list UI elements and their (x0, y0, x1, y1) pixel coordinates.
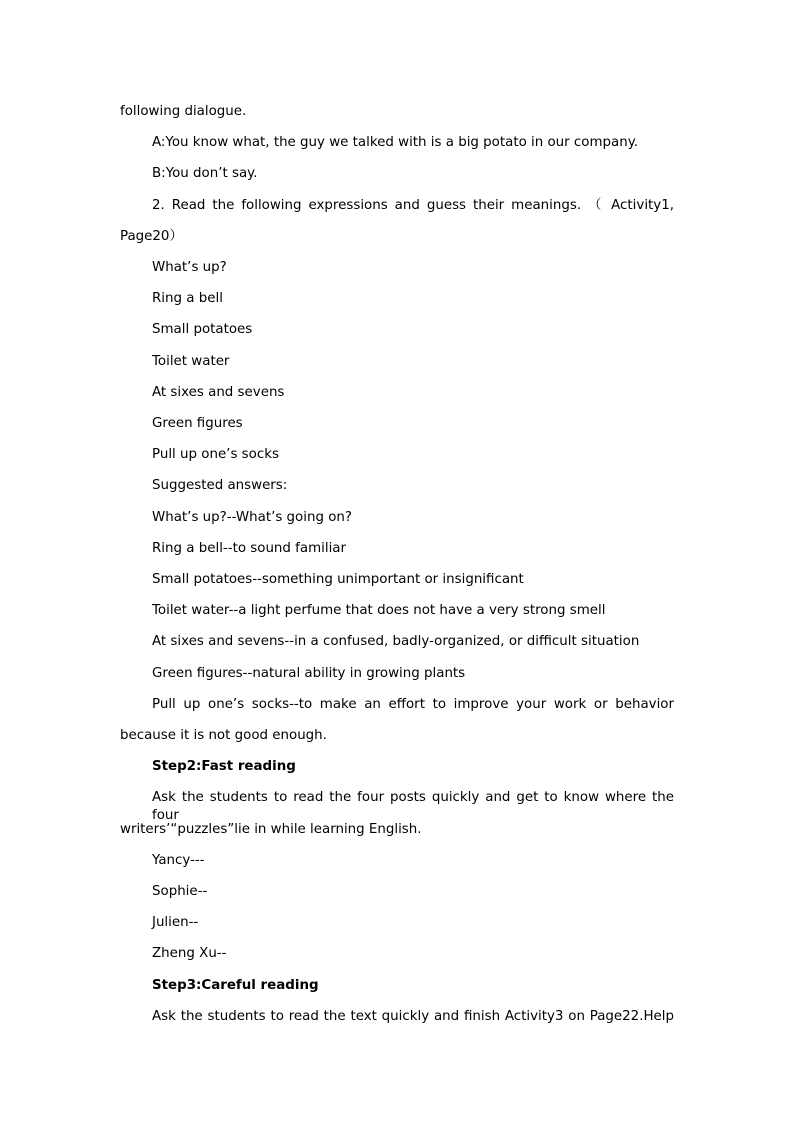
answer-item: Pull up one’s socks--to make an effort to improve your work or behavior (152, 697, 674, 712)
step-2-text-cont: writers’“puzzles”lie in while learning English. (120, 822, 422, 837)
task-2-instruction-cont: Page20） (120, 229, 183, 244)
step-2-text: Ask the students to read the four posts quickly and get to know where the four (152, 790, 674, 823)
step-3-heading: Step3:Careful reading (152, 978, 319, 993)
answer-item: Green figures--natural ability in growing plants (152, 666, 466, 681)
dialogue-line-a: A:You know what, the guy we talked with is a big potato in our company. (152, 135, 638, 150)
step-3-text: Ask the students to read the text quickly and finish Activity3 on Page22.Help (152, 1009, 674, 1024)
answer-item: Small potatoes--something unimportant or insignificant (152, 572, 524, 587)
dialogue-line-b: B:You don’t say. (152, 166, 258, 181)
expression-item: Pull up one’s socks (152, 447, 279, 462)
step-2-heading: Step2:Fast reading (152, 759, 296, 774)
task-2-instruction: 2. Read the following expressions and guess their meanings. （ Activity1, (152, 198, 674, 213)
writer-item: Sophie-- (152, 884, 208, 899)
expression-item: What’s up? (152, 260, 227, 275)
answer-item-cont: because it is not good enough. (120, 728, 327, 743)
answer-item: Toilet water--a light perfume that does not have a very strong smell (152, 603, 606, 618)
expression-item: Toilet water (152, 354, 230, 369)
answer-item: What’s up?--What’s going on? (152, 510, 353, 525)
expression-item: Green figures (152, 416, 243, 431)
writer-item: Zheng Xu-- (152, 946, 227, 961)
suggested-answers-heading: Suggested answers: (152, 478, 288, 493)
writer-item: Yancy--- (152, 853, 205, 868)
writer-item: Julien-- (152, 915, 199, 930)
expression-item: Small potatoes (152, 322, 253, 337)
expression-item: Ring a bell (152, 291, 223, 306)
expression-item: At sixes and sevens (152, 385, 285, 400)
text-line: following dialogue. (120, 104, 247, 119)
answer-item: At sixes and sevens--in a confused, badly-organized, or difficult situation (152, 634, 640, 649)
answer-item: Ring a bell--to sound familiar (152, 541, 347, 556)
